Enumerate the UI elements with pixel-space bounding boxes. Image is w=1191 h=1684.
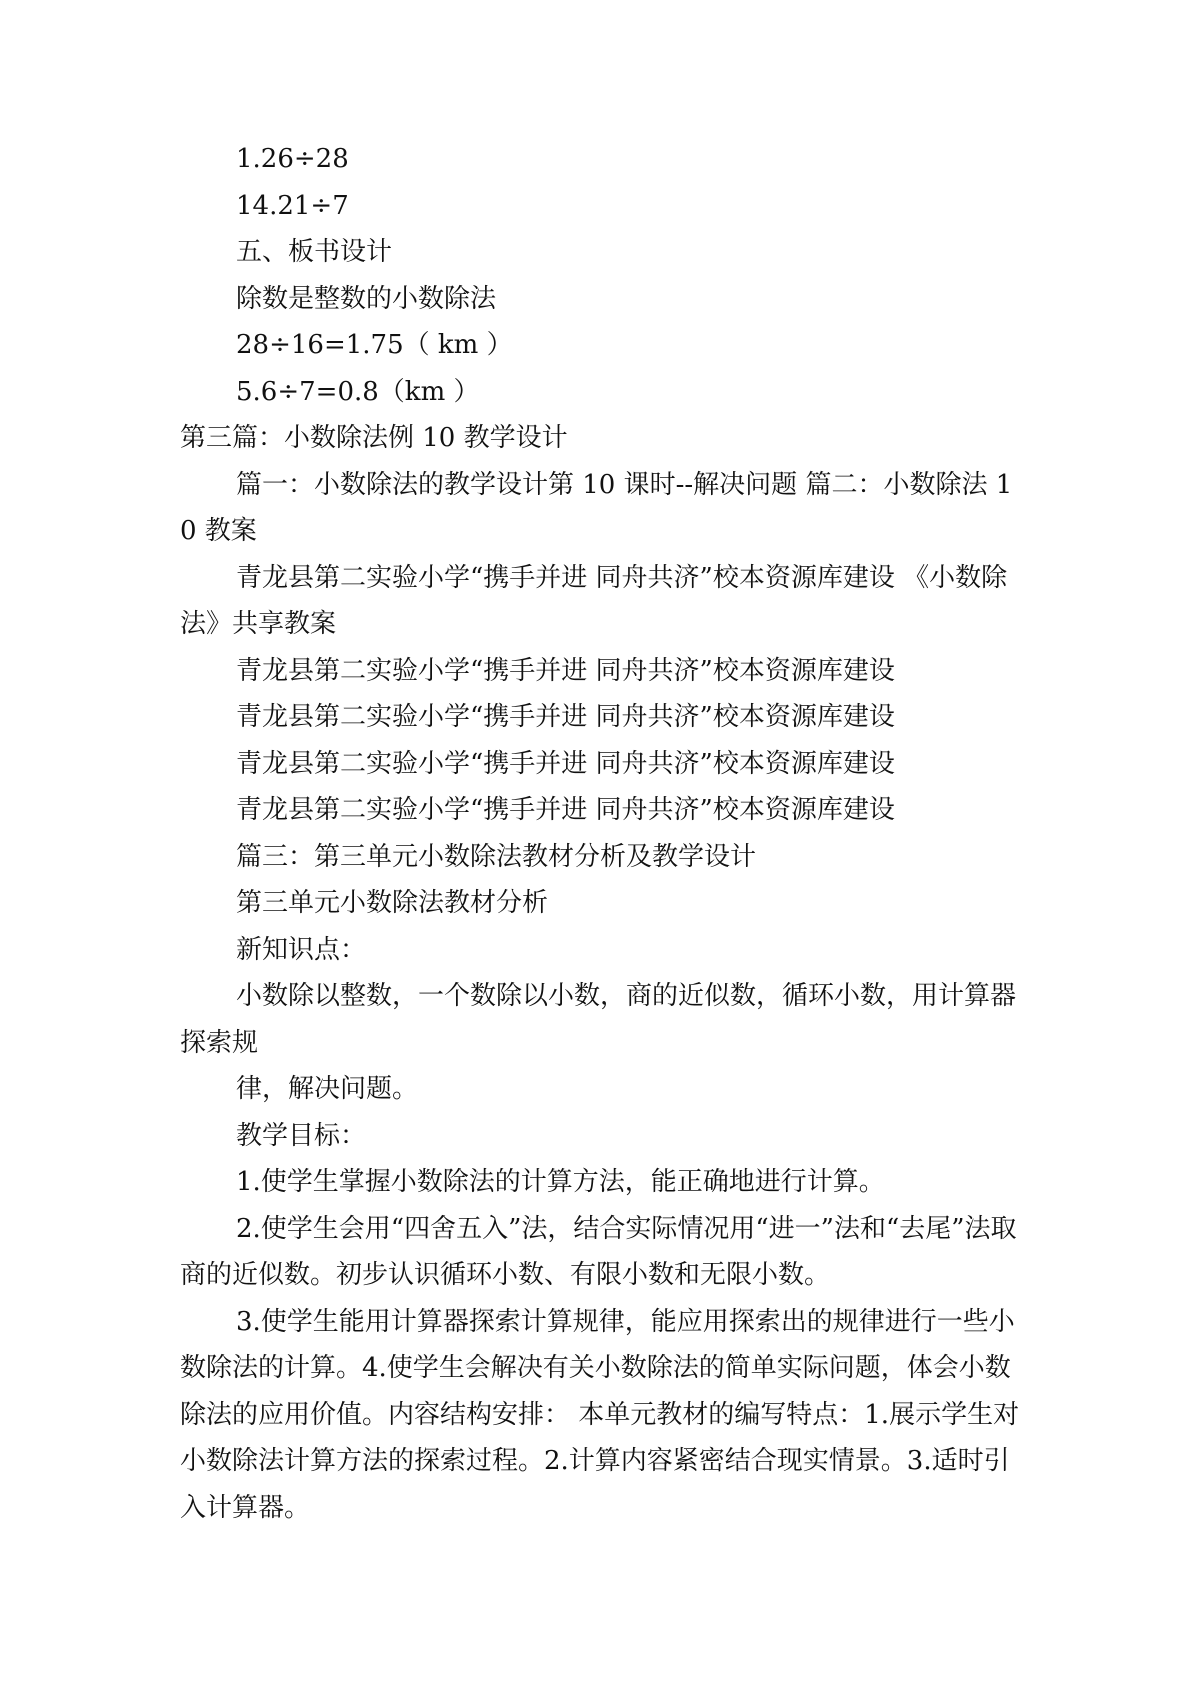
section-heading: 篇三：第三单元小数除法教材分析及教学设计	[236, 841, 757, 872]
paragraph: 青龙县第二实验小学“携手并进 同舟共济”校本资源库建设	[236, 655, 895, 686]
paragraph: 新知识点：	[236, 934, 367, 965]
paragraph: 1.使学生掌握小数除法的计算方法，能正确地进行计算。	[236, 1167, 885, 1197]
paragraph: 5.6÷7=0.8（km ）	[236, 376, 480, 407]
paragraph: 青龙县第二实验小学“携手并进 同舟共济”校本资源库建设 《小数除法》共享教案	[180, 562, 1008, 639]
paragraph: 青龙县第二实验小学“携手并进 同舟共济”校本资源库建设	[236, 748, 895, 779]
paragraph: 篇一：小数除法的教学设计第 10 课时--解决问题 篇二：小数除法 10 教案	[180, 469, 1013, 546]
paragraph: 青龙县第二实验小学“携手并进 同舟共济”校本资源库建设	[236, 702, 895, 732]
paragraph: 教学目标：	[236, 1120, 367, 1151]
paragraph: 14.21÷7	[236, 190, 349, 221]
chapter-heading: 第三篇：小数除法例 10 教学设计	[180, 423, 568, 453]
paragraph: 28÷16=1.75（ km ）	[236, 330, 513, 360]
section-heading: 五、板书设计	[236, 237, 393, 267]
document-body	[180, 136, 1020, 1531]
paragraph: 青龙县第二实验小学“携手并进 同舟共济”校本资源库建设	[236, 795, 895, 825]
paragraph: 小数除以整数，一个数除以小数，商的近似数，循环小数，用计算器探索规	[180, 981, 1017, 1058]
paragraph: 第三单元小数除法教材分析	[236, 888, 549, 918]
paragraph: 除数是整数的小数除法	[236, 283, 497, 314]
paragraph: 3.使学生能用计算器探索计算规律，能应用探索出的规律进行一些小数除法的计算。4.使学生会解决有关小数除法的简单实际问题，体会小数除法的应用价值。内容结构安排： 本单元教材的编写特点：1.展示学生对小数除法计算方法的探索过程。2.计算内容紧密结合现实情景。3.适时引入计算器。	[180, 1306, 1020, 1523]
paragraph: 律，解决问题。	[236, 1074, 419, 1104]
paragraph: 1.26÷28	[236, 144, 349, 174]
paragraph: 2.使学生会用“四舍五入”法，结合实际情况用“进一”法和“去尾”法取商的近似数。初步认识循环小数、有限小数和无限小数。	[180, 1213, 1017, 1290]
